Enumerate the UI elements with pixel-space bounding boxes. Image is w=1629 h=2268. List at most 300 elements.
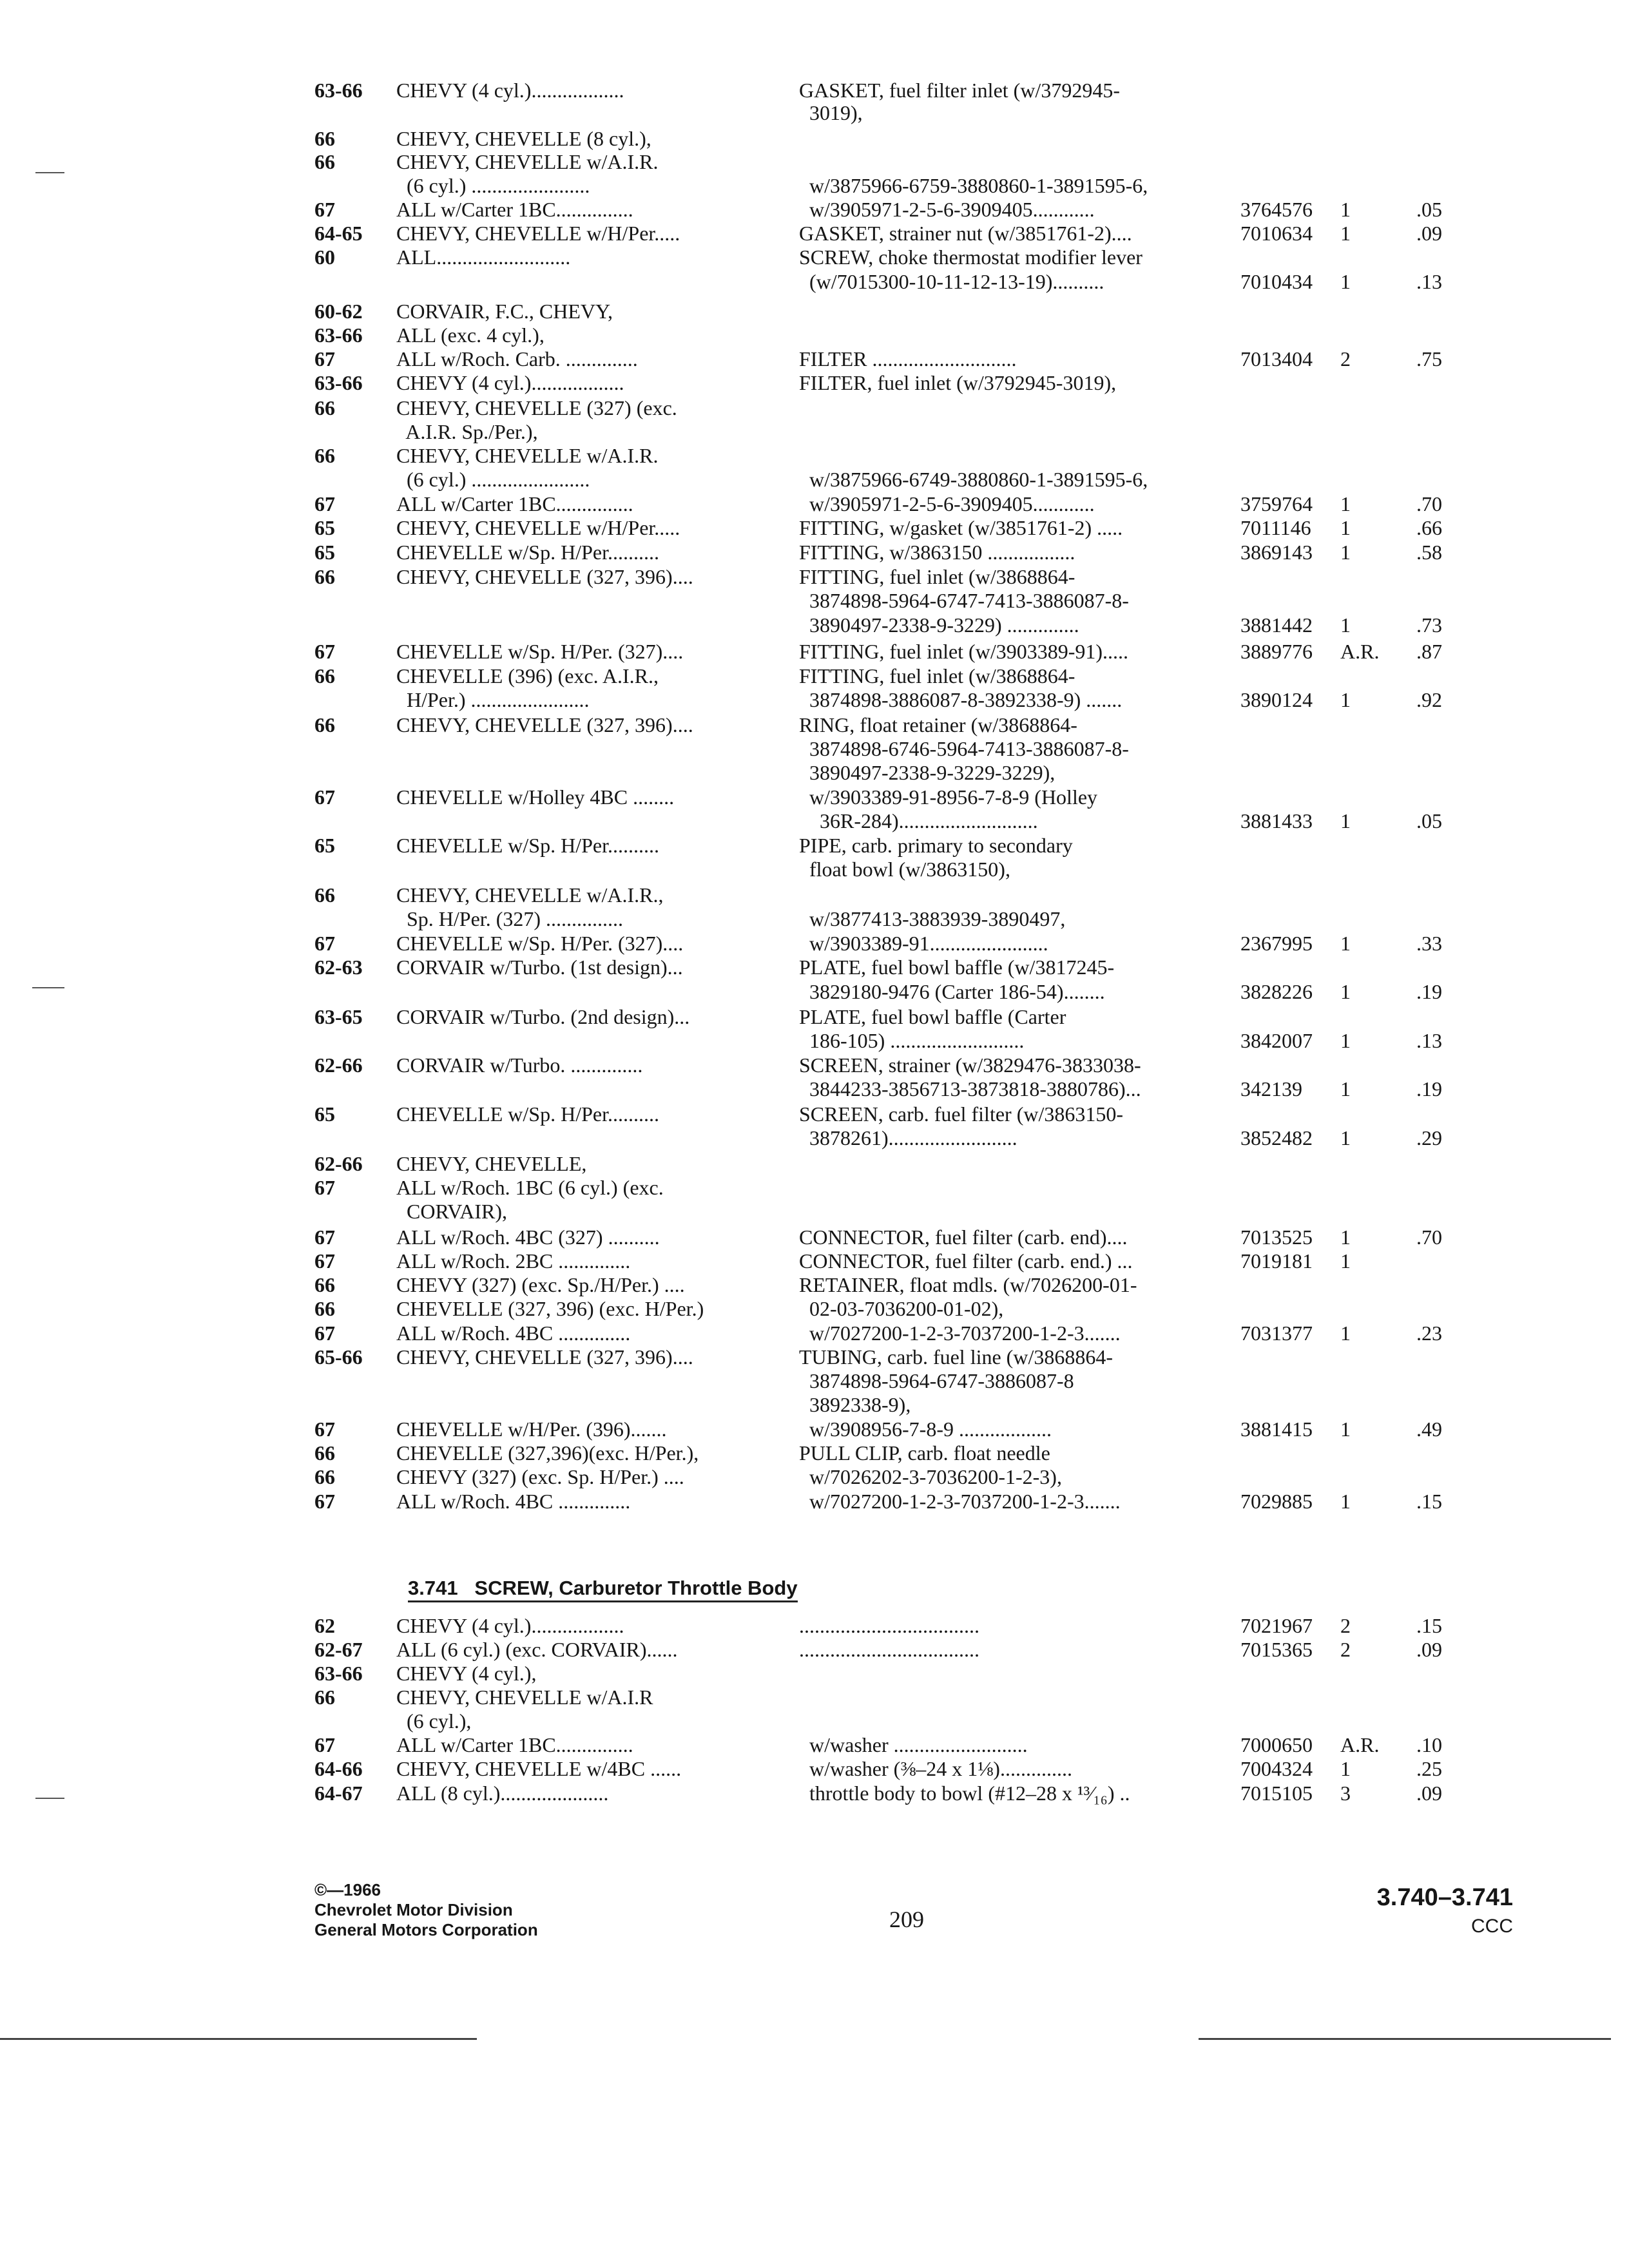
table-row: [0, 1296, 1629, 1321]
part-number-cell: 7029885: [1240, 1490, 1313, 1513]
description-cell: w/3905971-2-5-6-3909405............: [799, 198, 1095, 221]
quantity-cell: A.R.: [1340, 640, 1380, 663]
price-cell: .09: [1416, 222, 1442, 245]
description-cell: 3874898-5964-6747-7413-3886087-8-: [799, 589, 1129, 612]
margin-mark: [32, 987, 64, 988]
description-cell: TUBING, carb. fuel line (w/3868864-: [799, 1345, 1113, 1369]
price-cell: .19: [1416, 1077, 1442, 1100]
description-cell: w/3903389-91.......................: [799, 932, 1048, 955]
year-cell: 63-66: [314, 1662, 363, 1685]
model-cell: CHEVELLE (327,396)(exc. H/Per.),: [396, 1441, 699, 1465]
year-cell: 65: [314, 541, 335, 564]
price-cell: .25: [1416, 1757, 1442, 1780]
part-number-cell: 7015365: [1240, 1638, 1313, 1661]
model-cell: CHEVY, CHEVELLE (8 cyl.),: [396, 127, 651, 150]
table-row: [0, 736, 1629, 761]
year-cell: 67: [314, 785, 335, 809]
table-row: [0, 1637, 1629, 1662]
model-cell: ALL w/Carter 1BC...............: [396, 1733, 633, 1756]
description-cell: FITTING, fuel inlet (w/3868864-: [799, 664, 1075, 687]
price-cell: .09: [1416, 1638, 1442, 1661]
quantity-cell: 1: [1340, 222, 1351, 245]
year-cell: 66: [314, 1465, 335, 1488]
description-cell: CONNECTOR, fuel filter (carb. end.) ...: [799, 1249, 1133, 1273]
table-row: [0, 78, 1629, 102]
year-cell: 67: [314, 1490, 335, 1513]
quantity-cell: 1: [1340, 1418, 1351, 1441]
table-row: [0, 101, 1629, 125]
model-cell: CORVAIR),: [396, 1200, 507, 1223]
description-cell: FITTING, w/gasket (w/3851761-2) .....: [799, 516, 1123, 539]
table-row: [0, 1321, 1629, 1345]
part-number-cell: 3889776: [1240, 640, 1313, 663]
section-range-block: [1377, 1881, 1513, 1939]
table-row: [0, 1102, 1629, 1126]
table-row: [0, 370, 1629, 395]
part-number-cell: 3890124: [1240, 688, 1313, 711]
part-number-cell: 3881442: [1240, 613, 1313, 637]
price-cell: .49: [1416, 1418, 1442, 1441]
table-row: [0, 1175, 1629, 1200]
quantity-cell: 1: [1340, 516, 1351, 539]
description-cell: 3844233-3856713-3873818-3880786)...: [799, 1077, 1141, 1100]
division-name: Chevrolet Motor Division: [314, 1900, 513, 1919]
model-cell: (6 cyl.) .......................: [396, 468, 590, 491]
price-cell: .58: [1416, 541, 1442, 564]
model-cell: CHEVY, CHEVELLE w/A.I.R.: [396, 150, 659, 173]
quantity-cell: 2: [1340, 1614, 1351, 1637]
model-cell: CHEVY, CHEVELLE w/H/Per.....: [396, 516, 680, 539]
year-cell: 65: [314, 516, 335, 539]
part-number-cell: 3869143: [1240, 541, 1313, 564]
year-cell: 65-66: [314, 1345, 363, 1369]
description-cell: w/7027200-1-2-3-7037200-1-2-3.......: [799, 1321, 1121, 1345]
model-cell: ALL (8 cyl.).....................: [396, 1782, 609, 1805]
part-number-cell: 342139: [1240, 1077, 1302, 1100]
table-row: [0, 443, 1629, 468]
price-cell: .87: [1416, 640, 1442, 663]
description-cell: w/3903389-91-8956-7-8-9 (Holley: [799, 785, 1098, 809]
description-cell: 3874898-6746-5964-7413-3886087-8-: [799, 737, 1129, 760]
model-cell: CHEVELLE w/Holley 4BC ........: [396, 785, 675, 809]
description-cell: 3874898-3886087-8-3892338-9) .......: [799, 688, 1123, 711]
description-cell: ...................................: [799, 1638, 979, 1661]
part-number-cell: 7010634: [1240, 222, 1313, 245]
margin-mark: [35, 1798, 64, 1799]
table-row: [0, 269, 1629, 294]
table-row: [0, 564, 1629, 589]
year-cell: 67: [314, 492, 335, 515]
year-cell: 66: [314, 664, 335, 687]
model-cell: ALL w/Carter 1BC...............: [396, 198, 633, 221]
price-cell: .70: [1416, 492, 1442, 515]
quantity-cell: 1: [1340, 1225, 1351, 1249]
model-cell: CHEVY, CHEVELLE,: [396, 1152, 587, 1175]
table-row: [0, 883, 1629, 907]
table-row: [0, 1004, 1629, 1029]
model-cell: ALL w/Carter 1BC...............: [396, 492, 633, 515]
section-range: 3.740–3.741: [1376, 1884, 1513, 1911]
description-cell: PULL CLIP, carb. float needle: [799, 1441, 1050, 1465]
part-number-cell: 2367995: [1240, 932, 1313, 955]
price-cell: .05: [1416, 809, 1442, 832]
price-cell: .15: [1416, 1490, 1442, 1513]
description-cell: w/7026202-3-7036200-1-2-3),: [799, 1465, 1062, 1488]
description-cell: 3874898-5964-6747-3886087-8: [799, 1369, 1074, 1392]
year-cell: 60: [314, 245, 335, 269]
part-number-cell: 7021967: [1240, 1614, 1313, 1637]
model-cell: ALL (6 cyl.) (exc. CORVAIR)......: [396, 1638, 678, 1661]
table-row: [0, 492, 1629, 516]
table-row: [0, 1392, 1629, 1417]
model-cell: CHEVELLE w/Sp. H/Per. (327)....: [396, 640, 684, 663]
year-cell: 67: [314, 1225, 335, 1249]
year-cell: 64-67: [314, 1782, 363, 1805]
year-cell: 66: [314, 444, 335, 467]
year-cell: 67: [314, 932, 335, 955]
model-cell: CHEVY (4 cyl.),: [396, 1662, 537, 1685]
table-row: [0, 467, 1629, 492]
description-cell: w/3875966-6749-3880860-1-3891595-6,: [799, 468, 1148, 491]
table-row: [0, 833, 1629, 858]
table-row: [0, 639, 1629, 664]
description-cell: float bowl (w/3863150),: [799, 858, 1010, 881]
quantity-cell: 1: [1340, 688, 1351, 711]
description-cell: 3019),: [799, 101, 863, 124]
year-cell: 66: [314, 565, 335, 588]
description-cell: CONNECTOR, fuel filter (carb. end)....: [799, 1225, 1128, 1249]
table-row: [0, 419, 1629, 444]
quantity-cell: 2: [1340, 347, 1351, 370]
description-cell: ...................................: [799, 1614, 979, 1637]
quantity-cell: 1: [1340, 1490, 1351, 1513]
model-cell: CHEVY (4 cyl.)..................: [396, 79, 624, 102]
year-cell: 63-66: [314, 79, 363, 102]
model-cell: ALL w/Roch. 1BC (6 cyl.) (exc.: [396, 1176, 664, 1199]
year-cell: 67: [314, 640, 335, 663]
model-cell: CHEVELLE w/Sp. H/Per..........: [396, 541, 659, 564]
table-row: [0, 1733, 1629, 1757]
part-number-cell: 3881415: [1240, 1418, 1313, 1441]
part-number-cell: 3828226: [1240, 980, 1313, 1003]
part-number-cell: 7015105: [1240, 1782, 1313, 1805]
quantity-cell: 1: [1340, 1126, 1351, 1149]
quantity-cell: 1: [1340, 613, 1351, 637]
part-number-cell: 7019181: [1240, 1249, 1313, 1273]
year-cell: 64-66: [314, 1757, 363, 1780]
description-cell: 3878261).........................: [799, 1126, 1017, 1149]
model-cell: A.I.R. Sp./Per.),: [396, 420, 538, 443]
table-row: [0, 347, 1629, 371]
description-cell: SCREEN, carb. fuel filter (w/3863150-: [799, 1102, 1123, 1126]
page-number: 209: [889, 1907, 924, 1932]
description-cell: (w/7015300-10-11-12-13-19)..........: [799, 270, 1104, 293]
table-row: [0, 1126, 1629, 1150]
description-cell: RING, float retainer (w/3868864-: [799, 713, 1077, 736]
table-row: [0, 245, 1629, 269]
description-cell: 3890497-2338-9-3229) ..............: [799, 613, 1079, 637]
quantity-cell: 1: [1340, 1757, 1351, 1780]
year-cell: 65: [314, 1102, 335, 1126]
part-number-cell: 3852482: [1240, 1126, 1313, 1149]
table-row: [0, 713, 1629, 737]
year-cell: 66: [314, 150, 335, 173]
description-cell: FITTING, fuel inlet (w/3868864-: [799, 565, 1075, 588]
table-row: [0, 515, 1629, 540]
model-cell: CORVAIR w/Turbo. (1st design)...: [396, 956, 683, 979]
year-cell: 67: [314, 1733, 335, 1756]
description-cell: w/3875966-6759-3880860-1-3891595-6,: [799, 174, 1148, 197]
price-cell: .29: [1416, 1126, 1442, 1149]
table-row: [0, 1249, 1629, 1273]
description-cell: PLATE, fuel bowl baffle (Carter: [799, 1005, 1066, 1028]
table-row: [0, 809, 1629, 833]
quantity-cell: 1: [1340, 1321, 1351, 1345]
year-cell: 67: [314, 1176, 335, 1199]
price-cell: .23: [1416, 1321, 1442, 1345]
quantity-cell: 1: [1340, 1249, 1351, 1273]
model-cell: ALL (exc. 4 cyl.),: [396, 323, 545, 347]
copyright-year: ©—1966: [314, 1880, 381, 1899]
year-cell: 65: [314, 834, 335, 857]
margin-mark: [35, 172, 64, 173]
year-cell: 63-66: [314, 323, 363, 347]
description-cell: 3892338-9),: [799, 1393, 911, 1416]
table-row: [0, 1028, 1629, 1053]
table-row: [0, 857, 1629, 881]
price-cell: .10: [1416, 1733, 1442, 1756]
year-cell: 62: [314, 1614, 335, 1637]
part-number-cell: 3842007: [1240, 1029, 1313, 1052]
model-cell: CHEVY (327) (exc. Sp./H/Per.) ....: [396, 1273, 685, 1296]
price-cell: .33: [1416, 932, 1442, 955]
price-cell: .05: [1416, 198, 1442, 221]
price-cell: .75: [1416, 347, 1442, 370]
table-row: [0, 760, 1629, 785]
model-cell: Sp. H/Per. (327) ...............: [396, 907, 623, 930]
price-cell: .92: [1416, 688, 1442, 711]
table-row: [0, 931, 1629, 956]
year-cell: 63-66: [314, 371, 363, 394]
model-cell: CHEVY (327) (exc. Sp. H/Per.) ....: [396, 1465, 684, 1488]
table-row: [0, 1709, 1629, 1733]
table-row: [0, 785, 1629, 809]
description-cell: SCREW, choke thermostat modifier lever: [799, 245, 1142, 269]
year-cell: 67: [314, 1418, 335, 1441]
model-cell: CHEVY, CHEVELLE w/H/Per.....: [396, 222, 680, 245]
quantity-cell: 1: [1340, 809, 1351, 832]
table-row: [0, 173, 1629, 198]
part-number-cell: 3759764: [1240, 492, 1313, 515]
price-cell: .09: [1416, 1782, 1442, 1805]
part-number-cell: 7011146: [1240, 516, 1311, 539]
model-cell: CHEVY, CHEVELLE w/A.I.R: [396, 1686, 653, 1709]
description-cell: FITTING, fuel inlet (w/3903389-91).....: [799, 640, 1129, 663]
price-cell: .70: [1416, 1225, 1442, 1249]
table-row: [0, 299, 1629, 323]
catalog-code: CCC: [1471, 1916, 1513, 1937]
model-cell: CHEVELLE w/Sp. H/Per..........: [396, 834, 659, 857]
quantity-cell: 1: [1340, 198, 1351, 221]
model-cell: CHEVY, CHEVELLE w/4BC ......: [396, 1757, 682, 1780]
table-row: [0, 1199, 1629, 1224]
part-number-cell: 7013404: [1240, 347, 1313, 370]
table-row: [0, 1781, 1629, 1805]
bottom-rule-right: [1199, 2038, 1611, 2040]
price-cell: .15: [1416, 1614, 1442, 1637]
description-cell: 36R-284)...........................: [799, 809, 1038, 832]
description-cell: FITTING, w/3863150 .................: [799, 541, 1075, 564]
table-row: [0, 1417, 1629, 1441]
quantity-cell: 1: [1340, 1077, 1351, 1100]
table-row: [0, 1077, 1629, 1101]
description-cell: PIPE, carb. primary to secondary: [799, 834, 1073, 857]
quantity-cell: 1: [1340, 541, 1351, 564]
quantity-cell: 1: [1340, 492, 1351, 515]
model-cell: CORVAIR w/Turbo. ..............: [396, 1053, 643, 1077]
model-cell: CHEVY, CHEVELLE w/A.I.R.: [396, 444, 659, 467]
year-cell: 62-66: [314, 1152, 363, 1175]
description-cell: SCREEN, strainer (w/3829476-3833038-: [799, 1053, 1141, 1077]
table-row: [0, 396, 1629, 420]
table-row: [0, 907, 1629, 931]
description-cell: w/3905971-2-5-6-3909405............: [799, 492, 1095, 515]
model-cell: CORVAIR w/Turbo. (2nd design)...: [396, 1005, 690, 1028]
bottom-rule-left: [0, 2038, 477, 2040]
year-cell: 66: [314, 883, 335, 907]
model-cell: CHEVY, CHEVELLE (327) (exc.: [396, 396, 677, 419]
model-cell: H/Per.) .......................: [396, 688, 590, 711]
table-row: [0, 1369, 1629, 1393]
year-cell: 66: [314, 1441, 335, 1465]
part-number-cell: 7004324: [1240, 1757, 1313, 1780]
quantity-cell: 3: [1340, 1782, 1351, 1805]
year-cell: 67: [314, 1321, 335, 1345]
model-cell: CHEVY (4 cyl.)..................: [396, 1614, 624, 1637]
table-row: [0, 588, 1629, 613]
description-cell: w/3877413-3883939-3890497,: [799, 907, 1066, 930]
model-cell: CHEVELLE w/H/Per. (396).......: [396, 1418, 667, 1441]
corporation-name: General Motors Corporation: [314, 1920, 538, 1939]
year-cell: 62-63: [314, 956, 363, 979]
quantity-cell: 1: [1340, 1029, 1351, 1052]
year-cell: 64-65: [314, 222, 363, 245]
table-row: [0, 149, 1629, 174]
description-cell: FILTER, fuel inlet (w/3792945-3019),: [799, 371, 1117, 394]
part-number-cell: 7031377: [1240, 1321, 1313, 1345]
year-cell: 67: [314, 1249, 335, 1273]
part-number-cell: 7010434: [1240, 270, 1313, 293]
price-cell: .19: [1416, 980, 1442, 1003]
year-cell: 66: [314, 127, 335, 150]
price-cell: .13: [1416, 1029, 1442, 1052]
year-cell: 67: [314, 347, 335, 370]
table-row: [0, 1685, 1629, 1709]
quantity-cell: 1: [1340, 980, 1351, 1003]
year-cell: 66: [314, 1686, 335, 1709]
model-cell: ALL w/Roch. 4BC (327) ..........: [396, 1225, 660, 1249]
table-row: [0, 197, 1629, 222]
description-cell: w/washer (⅜–24 x 1⅛)..............: [799, 1757, 1072, 1780]
section-heading: 3.741 SCREW, Carburetor Throttle Body: [408, 1577, 798, 1602]
model-cell: ALL w/Roch. Carb. ..............: [396, 347, 638, 370]
description-cell: 3829180-9476 (Carter 186-54)........: [799, 980, 1105, 1003]
description-cell: 02-03-7036200-01-02),: [799, 1297, 1004, 1320]
table-row: [0, 1465, 1629, 1489]
table-row: [0, 1345, 1629, 1369]
year-cell: 63-65: [314, 1005, 363, 1028]
description-cell: GASKET, strainer nut (w/3851761-2)....: [799, 222, 1132, 245]
table-row: [0, 1441, 1629, 1465]
description-cell: PLATE, fuel bowl baffle (w/3817245-: [799, 956, 1115, 979]
price-cell: .13: [1416, 270, 1442, 293]
description-cell: 186-105) ..........................: [799, 1029, 1025, 1052]
description-cell: GASKET, fuel filter inlet (w/3792945-: [799, 79, 1120, 102]
year-cell: 66: [314, 396, 335, 419]
table-row: [0, 664, 1629, 688]
table-row: [0, 323, 1629, 347]
model-cell: CHEVY, CHEVELLE (327, 396)....: [396, 713, 693, 736]
model-cell: (6 cyl.) .......................: [396, 174, 590, 197]
model-cell: (6 cyl.),: [396, 1709, 472, 1733]
table-row: [0, 126, 1629, 151]
table-row: [0, 1489, 1629, 1514]
price-cell: .66: [1416, 516, 1442, 539]
copyright-block: [314, 1880, 538, 1940]
year-cell: 66: [314, 1273, 335, 1296]
year-cell: 62-67: [314, 1638, 363, 1661]
description-cell: RETAINER, float mdls. (w/7026200-01-: [799, 1273, 1137, 1296]
year-cell: 62-66: [314, 1053, 363, 1077]
year-cell: 67: [314, 198, 335, 221]
table-row: [0, 955, 1629, 979]
model-cell: CHEVY, CHEVELLE (327, 396)....: [396, 565, 693, 588]
description-cell: w/washer ..........................: [799, 1733, 1028, 1756]
table-row: [0, 1273, 1629, 1297]
table-row: [0, 1053, 1629, 1077]
table-row: [0, 687, 1629, 712]
model-cell: ALL..........................: [396, 245, 571, 269]
description-cell: w/3908956-7-8-9 ..................: [799, 1418, 1052, 1441]
year-cell: 66: [314, 713, 335, 736]
model-cell: CHEVY, CHEVELLE w/A.I.R.,: [396, 883, 664, 907]
price-cell: .73: [1416, 613, 1442, 637]
year-cell: 60-62: [314, 300, 363, 323]
part-number-cell: 7000650: [1240, 1733, 1313, 1756]
part-number-cell: 7013525: [1240, 1225, 1313, 1249]
description-cell: throttle body to bowl (#12–28 x ¹³⁄₁₆) ..: [799, 1782, 1130, 1805]
model-cell: CHEVELLE (327, 396) (exc. H/Per.): [396, 1297, 704, 1320]
model-cell: CHEVY (4 cyl.)..................: [396, 371, 624, 394]
description-cell: w/7027200-1-2-3-7037200-1-2-3.......: [799, 1490, 1121, 1513]
model-cell: CHEVELLE w/Sp. H/Per..........: [396, 1102, 659, 1126]
model-cell: CORVAIR, F.C., CHEVY,: [396, 300, 613, 323]
quantity-cell: 2: [1340, 1638, 1351, 1661]
model-cell: ALL w/Roch. 2BC ..............: [396, 1249, 631, 1273]
table-row: [0, 1225, 1629, 1249]
table-row: [0, 1756, 1629, 1781]
year-cell: 66: [314, 1297, 335, 1320]
table-row: [0, 1151, 1629, 1176]
description-cell: 3890497-2338-9-3229-3229),: [799, 761, 1055, 784]
part-number-cell: 3764576: [1240, 198, 1313, 221]
table-row: [0, 613, 1629, 637]
model-cell: CHEVELLE w/Sp. H/Per. (327)....: [396, 932, 684, 955]
description-cell: FILTER ............................: [799, 347, 1017, 370]
model-cell: ALL w/Roch. 4BC ..............: [396, 1321, 631, 1345]
table-row: [0, 1613, 1629, 1638]
quantity-cell: 1: [1340, 932, 1351, 955]
